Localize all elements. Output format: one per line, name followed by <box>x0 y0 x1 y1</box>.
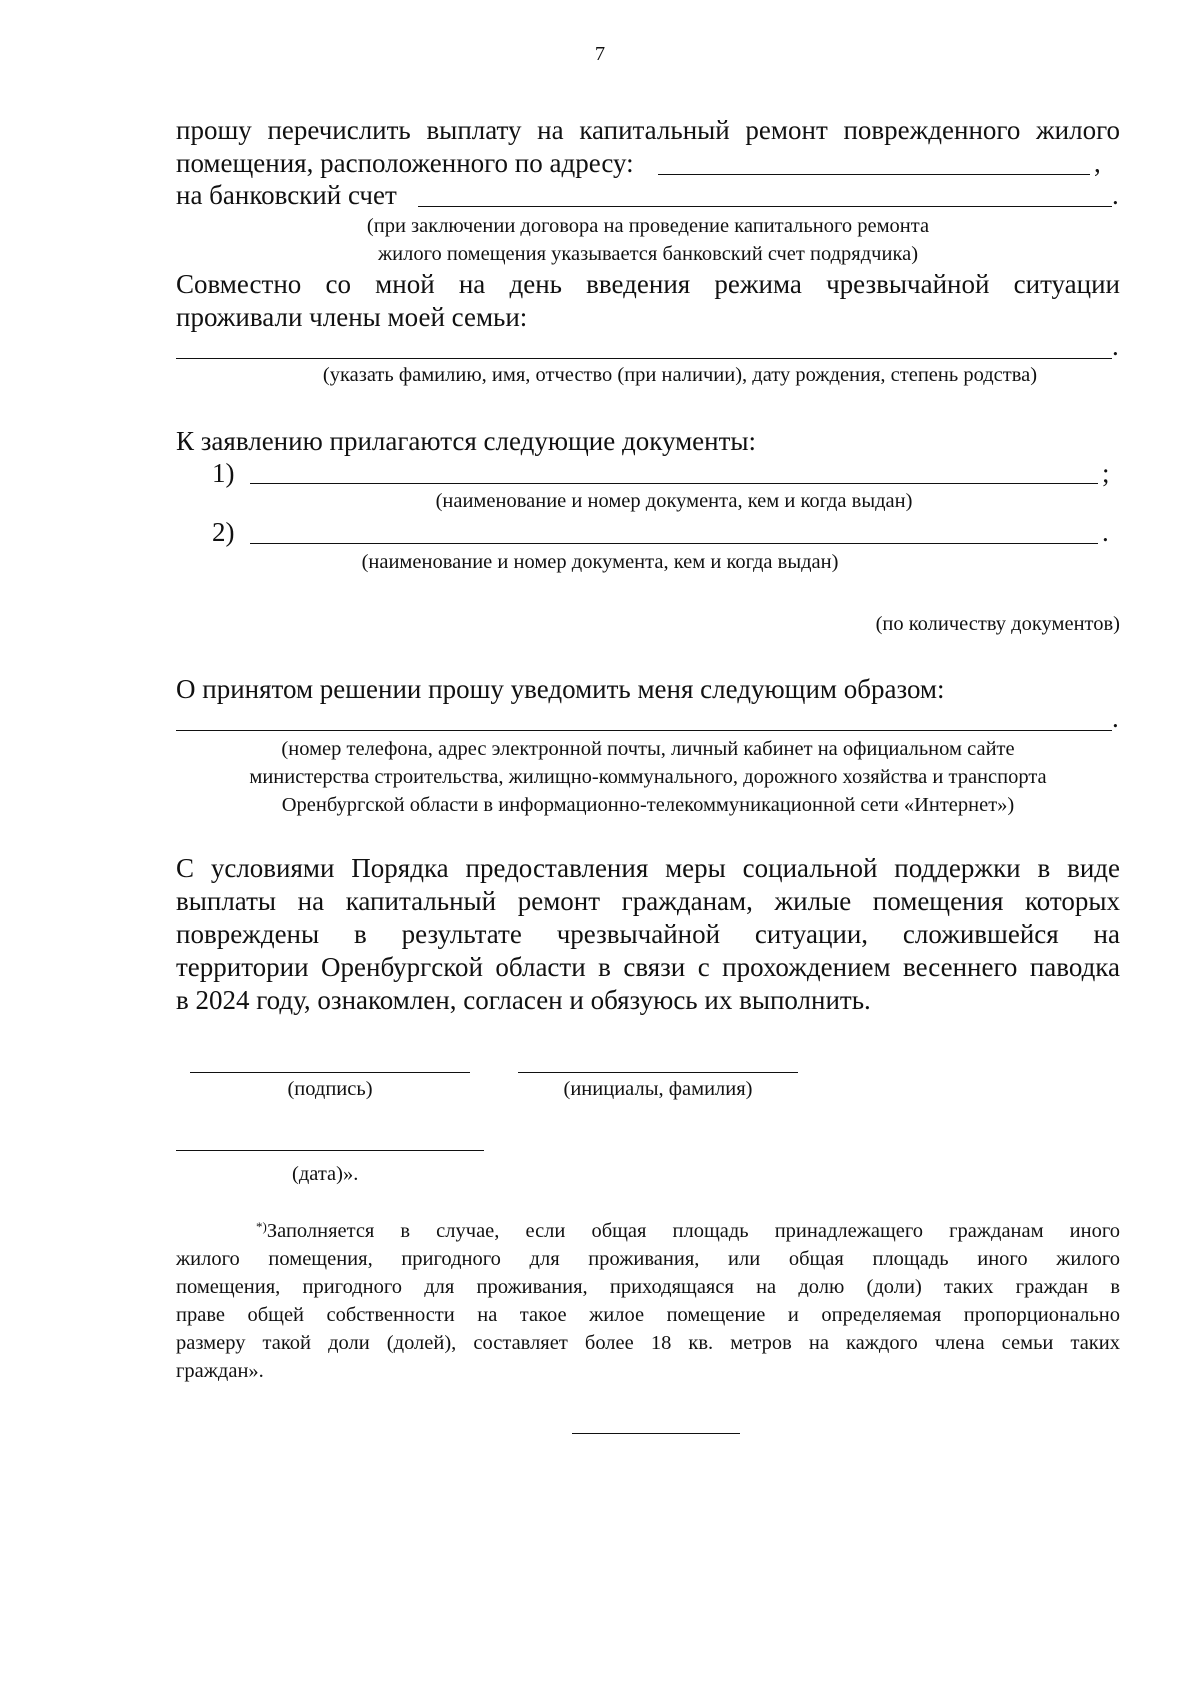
footnote-marker: *) <box>256 1219 267 1234</box>
document-item-1-end: ; <box>1102 458 1110 488</box>
agreement-line-4: территории Оренбургской области в связи с прохождением весеннего паводка <box>176 952 1120 982</box>
address-line-end: , <box>1094 148 1101 178</box>
footnote-line-4: праве общей собственности на такое жилое помещение и определяемая пропорционально <box>176 1304 1120 1326</box>
bank-account-hint-2: жилого помещения указывается банковский счет подрядчика) <box>377 243 919 265</box>
footnote-line-1 <box>256 1217 1120 1245</box>
family-field-line[interactable] <box>176 358 1112 359</box>
document-item-1-number: 1) <box>212 458 235 488</box>
name-label: (инициалы, фамилия) <box>563 1078 753 1100</box>
notification-hint-2: министерства строительства, жилищно-коммунального, дорожного хозяйства и транспорта <box>249 766 1047 788</box>
address-label: помещения, расположенного по адресу: <box>176 148 634 178</box>
bank-account-label: на банковский счет <box>176 180 397 210</box>
page-number: 7 <box>594 43 606 65</box>
documents-heading: К заявлению прилагаются следующие документы: <box>176 426 757 456</box>
document-item-2-end: . <box>1102 517 1109 547</box>
signature-field-line[interactable] <box>190 1072 470 1073</box>
end-separator <box>572 1433 740 1434</box>
date-field-line[interactable] <box>176 1150 484 1151</box>
family-hint: (указать фамилию, имя, отчество (при наличии), дату рождения, степень родства) <box>322 364 1038 386</box>
payment-request-line-1: прошу перечислить выплату на капитальный ремонт поврежденного жилого <box>176 115 1120 145</box>
notification-line-end: . <box>1112 703 1119 733</box>
footnote-line-5: размеру такой доли (долей), составляет более 18 кв. метров на каждого члена семьи таких <box>176 1332 1120 1354</box>
agreement-line-3: повреждены в результате чрезвычайной ситуации, сложившейся на <box>176 919 1120 949</box>
bank-account-field-line[interactable] <box>418 206 1112 207</box>
documents-count-note: (по количеству документов) <box>875 613 1120 635</box>
address-field-line[interactable] <box>658 174 1090 175</box>
document-item-1-field-line[interactable] <box>250 483 1098 484</box>
document-item-1-hint: (наименование и номер документа, кем и когда выдан) <box>435 490 913 512</box>
notification-field-line[interactable] <box>176 730 1112 731</box>
document-item-2-field-line[interactable] <box>250 543 1098 544</box>
agreement-line-5: в 2024 году, ознакомлен, согласен и обязуюсь их выполнить. <box>176 985 871 1015</box>
document-item-2-number: 2) <box>212 517 235 547</box>
name-field-line[interactable] <box>518 1072 798 1073</box>
family-line-2: проживали члены моей семьи: <box>176 302 528 332</box>
family-line-1: Совместно со мной на день введения режима чрезвычайной ситуации <box>176 269 1120 299</box>
signature-label: (подпись) <box>287 1078 373 1100</box>
notification-heading: О принятом решении прошу уведомить меня следующим образом: <box>176 674 945 704</box>
document-item-2-hint: (наименование и номер документа, кем и когда выдан) <box>361 551 839 573</box>
footnote-line-2: жилого помещения, пригодного для проживания, или общая площадь иного жилого <box>176 1248 1120 1270</box>
agreement-line-2: выплаты на капитальный ремонт гражданам, жилые помещения которых <box>176 886 1120 916</box>
family-line-end: . <box>1112 331 1119 361</box>
date-label: (дата)». <box>292 1163 359 1185</box>
footnote-line-3: помещения, пригодного для проживания, приходящаяся на долю (доли) таких граждан в <box>176 1276 1120 1298</box>
footnote-text-1: Заполняется в случае, если общая площадь принадлежащего гражданам иного <box>266 1220 1120 1242</box>
agreement-line-1: С условиями Порядка предоставления меры социальной поддержки в виде <box>176 853 1120 883</box>
bank-account-line-end: . <box>1112 180 1119 210</box>
notification-hint-3: Оренбургской области в информационно-телекоммуникационной сети «Интернет») <box>281 794 1015 816</box>
notification-hint-1: (номер телефона, адрес электронной почты, личный кабинет на официальном сайте <box>281 738 1015 760</box>
footnote-line-6: граждан». <box>176 1360 264 1382</box>
bank-account-hint-1: (при заключении договора на проведение капитального ремонта <box>366 215 930 237</box>
